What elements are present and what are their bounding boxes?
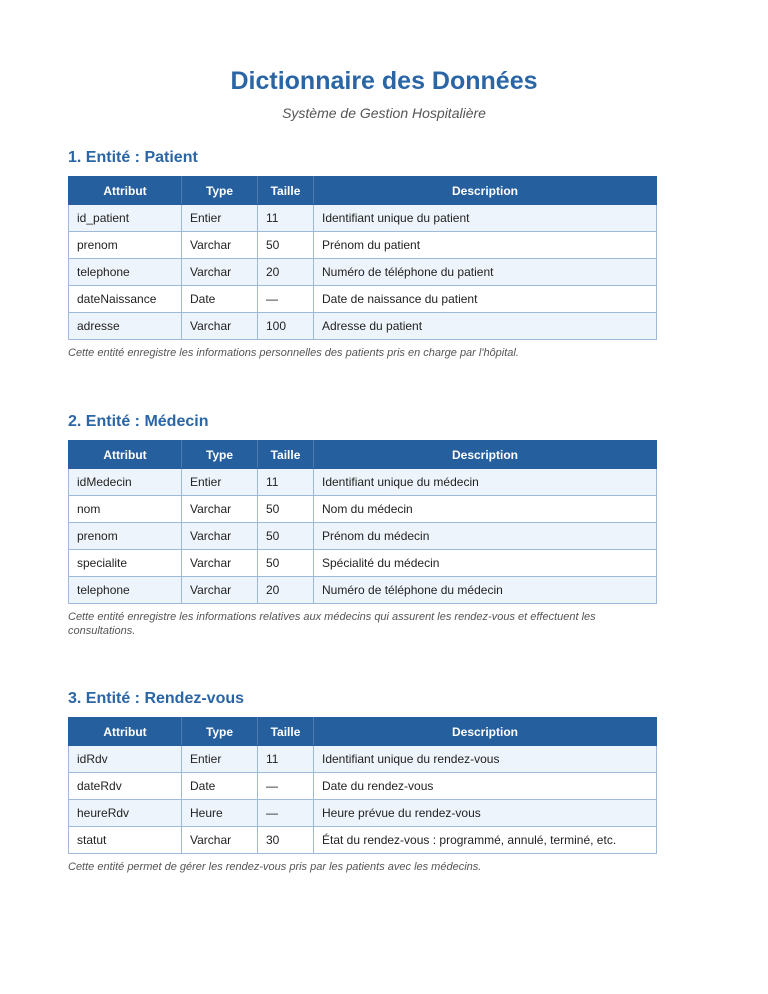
- cell-description: Adresse du patient: [314, 313, 657, 340]
- cell-size: 20: [258, 577, 314, 604]
- entity-note: Cette entité enregistre les informations relatives aux médecins qui assurent les rendez-vous et effectuent les consultations.: [68, 611, 596, 637]
- cell-type: Entier: [182, 746, 258, 773]
- cell-attribute: dateNaissance: [69, 286, 182, 313]
- section-title: 2. Entité : Médecin: [68, 413, 209, 430]
- cell-description: Nom du médecin: [314, 496, 657, 523]
- cell-size: 50: [258, 496, 314, 523]
- column-header-size: Taille: [258, 177, 314, 205]
- cell-description: Numéro de téléphone du patient: [314, 259, 657, 286]
- cell-attribute: nom: [69, 496, 182, 523]
- cell-type: Entier: [182, 205, 258, 232]
- cell-type: Varchar: [182, 550, 258, 577]
- column-header-type: Type: [182, 177, 258, 205]
- table-row: [69, 496, 657, 523]
- cell-attribute: statut: [69, 827, 182, 854]
- entity-note: Cette entité permet de gérer les rendez-vous pris par les patients avec les médecins.: [68, 861, 482, 873]
- table-row: [69, 550, 657, 577]
- column-header-size: Taille: [258, 441, 314, 469]
- cell-description: Date de naissance du patient: [314, 286, 657, 313]
- table-row: [69, 827, 657, 854]
- cell-attribute: idRdv: [69, 746, 182, 773]
- table-row: [69, 577, 657, 604]
- column-header-size: Taille: [258, 718, 314, 746]
- cell-description: Spécialité du médecin: [314, 550, 657, 577]
- cell-description: Numéro de téléphone du médecin: [314, 577, 657, 604]
- cell-size: 11: [258, 205, 314, 232]
- document-subtitle: Système de Gestion Hospitalière: [282, 105, 486, 121]
- table-row: [69, 746, 657, 773]
- cell-size: —: [258, 800, 314, 827]
- table-row: [69, 205, 657, 232]
- cell-attribute: telephone: [69, 259, 182, 286]
- cell-size: —: [258, 773, 314, 800]
- cell-type: Varchar: [182, 523, 258, 550]
- cell-attribute: id_patient: [69, 205, 182, 232]
- cell-description: État du rendez-vous : programmé, annulé, terminé, etc.: [314, 827, 657, 854]
- table-header-row: [69, 441, 657, 469]
- cell-type: Varchar: [182, 259, 258, 286]
- column-header-attribute: Attribut: [69, 177, 182, 205]
- column-header-attribute: Attribut: [69, 718, 182, 746]
- cell-size: 100: [258, 313, 314, 340]
- cell-size: 20: [258, 259, 314, 286]
- cell-size: 50: [258, 232, 314, 259]
- data-dictionary-table: [68, 717, 657, 854]
- table-row: [69, 313, 657, 340]
- cell-attribute: adresse: [69, 313, 182, 340]
- table-header-row: [69, 718, 657, 746]
- table-row: [69, 232, 657, 259]
- cell-attribute: idMedecin: [69, 469, 182, 496]
- cell-description: Date du rendez-vous: [314, 773, 657, 800]
- cell-description: Identifiant unique du rendez-vous: [314, 746, 657, 773]
- cell-size: 30: [258, 827, 314, 854]
- column-header-type: Type: [182, 718, 258, 746]
- table-row: [69, 259, 657, 286]
- cell-description: Identifiant unique du médecin: [314, 469, 657, 496]
- data-dictionary-table: [68, 176, 657, 340]
- column-header-description: Description: [314, 177, 657, 205]
- column-header-description: Description: [314, 718, 657, 746]
- data-dictionary-table: [68, 440, 657, 604]
- cell-description: Prénom du patient: [314, 232, 657, 259]
- section-medecin: [68, 412, 656, 638]
- cell-attribute: telephone: [69, 577, 182, 604]
- section-rendez-vous: [68, 689, 656, 874]
- cell-size: 50: [258, 523, 314, 550]
- cell-attribute: prenom: [69, 523, 182, 550]
- column-header-attribute: Attribut: [69, 441, 182, 469]
- table-header-row: [69, 177, 657, 205]
- cell-description: Prénom du médecin: [314, 523, 657, 550]
- table-row: [69, 773, 657, 800]
- cell-type: Heure: [182, 800, 258, 827]
- cell-description: Identifiant unique du patient: [314, 205, 657, 232]
- cell-size: 11: [258, 746, 314, 773]
- cell-type: Varchar: [182, 232, 258, 259]
- cell-attribute: heureRdv: [69, 800, 182, 827]
- cell-type: Varchar: [182, 496, 258, 523]
- entity-note: Cette entité enregistre les informations personnelles des patients pris en charge par l'hôpital.: [68, 347, 519, 359]
- table-row: [69, 800, 657, 827]
- section-title: 1. Entité : Patient: [68, 149, 198, 166]
- section-patient: [68, 148, 656, 360]
- section-title: 3. Entité : Rendez-vous: [68, 690, 245, 707]
- column-header-description: Description: [314, 441, 657, 469]
- cell-type: Entier: [182, 469, 258, 496]
- cell-type: Date: [182, 286, 258, 313]
- table-row: [69, 286, 657, 313]
- table-row: [69, 469, 657, 496]
- cell-attribute: dateRdv: [69, 773, 182, 800]
- document-title: Dictionnaire des Données: [230, 67, 538, 95]
- cell-type: Varchar: [182, 577, 258, 604]
- cell-size: —: [258, 286, 314, 313]
- cell-type: Varchar: [182, 313, 258, 340]
- cell-type: Varchar: [182, 827, 258, 854]
- cell-description: Heure prévue du rendez-vous: [314, 800, 657, 827]
- column-header-type: Type: [182, 441, 258, 469]
- cell-size: 50: [258, 550, 314, 577]
- cell-attribute: prenom: [69, 232, 182, 259]
- cell-type: Date: [182, 773, 258, 800]
- cell-size: 11: [258, 469, 314, 496]
- table-row: [69, 523, 657, 550]
- cell-attribute: specialite: [69, 550, 182, 577]
